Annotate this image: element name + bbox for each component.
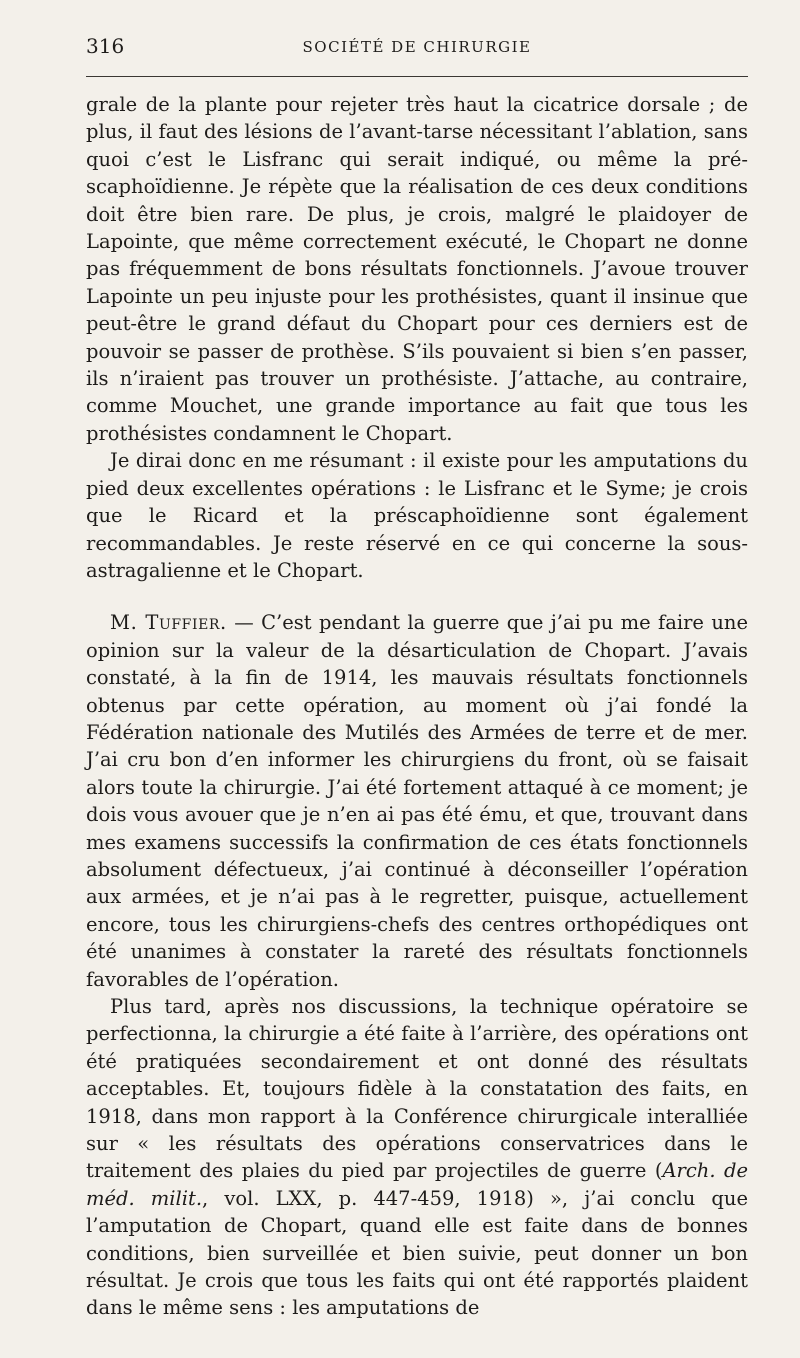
- paragraph-later: [86, 993, 748, 1322]
- page-header: [86, 34, 748, 64]
- citation-title: Arch. de méd. milit.: [86, 1159, 748, 1210]
- speaker-name: M. Tuffier.: [110, 611, 227, 635]
- paragraph-continuation: grale de la plante pour rejeter très haut la cicatrice dorsale ; de plus, il faut des lésions de l’avant-tarse nécessitant l’ablation, sans quoi c’est le Lisfranc qui serait indiqué, ou même la pré-scaphoïdienne. Je répète que la réalisation de ces deux conditions doit être bien rare. De plus, je crois, malgré le plaidoyer de Lapointe, que même correctement exécuté, le Chopart ne donne pas fréquemment de bons résultats fonctionnels. J’avoue trouver Lapointe un peu injuste pour les prothésistes, quant il insinue que peut-être le grand défaut du Chopart pour ces derniers est de pouvoir se passer de prothèse. S’ils pouvaient si bien s’en passer, ils n’iraient pas trouver un prothésiste. J’attache, au contraire, comme Mouchet, une grande importance au fait que tous les prothésistes condamnent le Chopart.: [86, 93, 748, 445]
- paragraph-later-text-before: Plus tard, après nos discussions, la technique opératoire se perfectionna, la chirurgie a été faite à l’arrière, des opérations ont été pratiquées secondairement et ont donné des résultats acceptables. Et, toujours fidèle à la constatation des faits, en 1918, dans mon rapport à la Conférence chirurgicale interalliée sur « les résultats des opérations conservatrices dans le traitement des plaies du pied par projectiles de guerre (: [86, 995, 748, 1183]
- body-text: [86, 91, 748, 1322]
- running-title: SOCIÉTÉ DE CHIRURGIE: [302, 38, 532, 56]
- paragraph-tuffier-text: — C’est pendant la guerre que j’ai pu me faire une opinion sur la valeur de la désarticulation de Chopart. J’avais constaté, à la fin de 1914, les mauvais résultats fonctionnels obtenus par cette opération, au moment où j’ai fondé la Fédération nationale des Mutilés des Armées de terre et de mer. J’ai cru bon d’en informer les chirurgiens du front, où se faisait alors toute la chirurgie. J’ai été fortement attaqué à ce moment; je dois vous avouer que je n’en ai pas été ému, et que, trouvant dans mes examens successifs la confirmation de ces états fonctionnels absolument défectueux, j’ai continué à déconseiller l’opération aux armées, et je n’ai pas à le regretter, puisque, actuellement encore, tous les chirurgiens-chefs des centres orthopédiques ont été unanimes à constater la rareté des résultats fonctionnels favorables de l’opération.: [86, 611, 748, 991]
- paragraph-tuffier: [86, 609, 748, 993]
- header-rule: [86, 76, 748, 77]
- paragraph-summary: Je dirai donc en me résumant : il existe pour les amputations du pied deux excellentes opérations : le Lisfranc et le Syme; je crois que le Ricard et la préscaphoïdienne sont également recommandables. Je reste réservé en ce qui concerne la sous-astragalienne et le Chopart.: [86, 449, 748, 582]
- paragraph-later-text-after: , vol. LXX, p. 447-459, 1918) », j’ai conclu que l’amputation de Chopart, quand elle est faite dans de bonnes conditions, bien surveillée et bien suivie, peut donner un bon résultat. Je crois que tous les faits qui ont été rapportés plaident dans le même sens : les amputations de: [86, 1186, 749, 1320]
- page-number: 316: [86, 34, 125, 58]
